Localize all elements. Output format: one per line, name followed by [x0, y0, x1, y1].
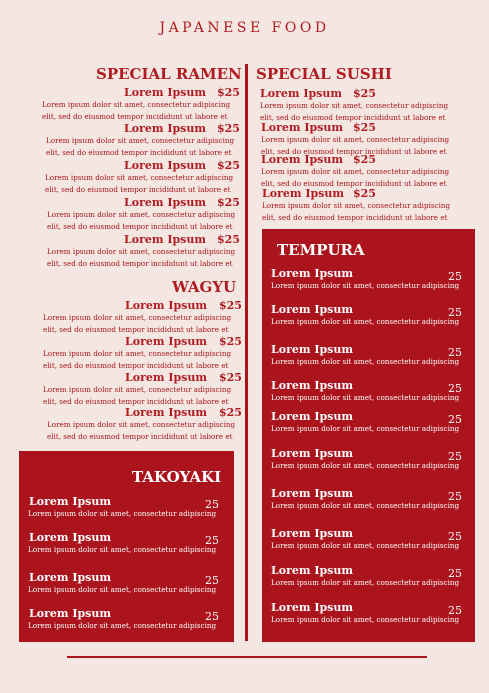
item-name: Lorem Ipsum: [124, 122, 207, 135]
item-description: Lorem ipsum dolor sit amet, consectetur adipiscing: [42, 100, 231, 109]
item-description: Lorem ipsum dolor sit amet, consectetur adipiscing: [43, 313, 232, 322]
item-price: $25: [217, 233, 240, 246]
item-description: Lorem ipsum dolor sit amet, consectetur adipiscing: [28, 545, 217, 554]
item-description: elit, sed do eiusmod tempor incididunt ut labore et: [43, 360, 229, 370]
item-name: Lorem Ipsum: [29, 531, 112, 544]
item-name: Lorem Ipsum: [29, 571, 112, 584]
item-price: 25: [448, 490, 462, 503]
item-price: $25: [217, 196, 240, 209]
item-name: Lorem Ipsum: [271, 303, 354, 316]
item-price: 25: [448, 450, 462, 463]
item-price: 25: [448, 346, 462, 359]
item-description: Lorem ipsum dolor sit amet, consectetur adipiscing: [271, 393, 460, 402]
item-name: Lorem Ipsum: [261, 153, 344, 166]
item-price: 25: [448, 413, 462, 426]
item-description: elit, sed do eiusmod tempor incididunt ut labore et: [261, 178, 447, 188]
item-description: Lorem ipsum dolor sit amet, consectetur adipiscing: [271, 424, 460, 433]
item-name: Lorem Ipsum: [271, 379, 354, 392]
item-name: Lorem Ipsum: [124, 86, 207, 99]
item-description: Lorem ipsum dolor sit amet, consectetur adipiscing: [271, 578, 460, 587]
item-description: elit, sed do eiusmod tempor incididunt ut labore et: [262, 212, 448, 222]
item-description: Lorem ipsum dolor sit amet, consectetur adipiscing: [271, 317, 460, 326]
page-title: JAPANESE FOOD: [159, 20, 330, 36]
item-name: Lorem Ipsum: [125, 299, 208, 312]
item-description: Lorem ipsum dolor sit amet, consectetur adipiscing: [261, 167, 450, 176]
item-name: Lorem Ipsum: [125, 335, 208, 348]
item-price: 25: [205, 610, 219, 623]
item-description: elit, sed do eiusmod tempor incididunt ut labore et: [42, 111, 228, 121]
item-price: $25: [217, 86, 240, 99]
item-price: 25: [448, 306, 462, 319]
item-price: $25: [219, 299, 242, 312]
item-name: Lorem Ipsum: [271, 267, 354, 280]
item-price: 25: [448, 604, 462, 617]
item-description: Lorem ipsum dolor sit amet, consectetur adipiscing: [43, 385, 232, 394]
item-name: Lorem Ipsum: [261, 121, 344, 134]
item-price: 25: [448, 270, 462, 283]
item-name: Lorem Ipsum: [271, 447, 354, 460]
item-name: Lorem Ipsum: [124, 196, 207, 209]
item-price: $25: [219, 335, 242, 348]
item-description: elit, sed do eiusmod tempor incididunt ut labore et: [45, 184, 231, 194]
item-name: Lorem Ipsum: [260, 87, 343, 100]
item-description: Lorem ipsum dolor sit amet, consectetur adipiscing: [28, 509, 217, 518]
item-name: Lorem Ipsum: [271, 601, 354, 614]
item-description: Lorem ipsum dolor sit amet, consectetur adipiscing: [28, 585, 217, 594]
item-description: Lorem ipsum dolor sit amet, consectetur adipiscing: [47, 420, 236, 429]
item-price: $25: [217, 122, 240, 135]
item-description: Lorem ipsum dolor sit amet, consectetur adipiscing: [271, 357, 460, 366]
item-price: $25: [217, 159, 240, 172]
item-name: Lorem Ipsum: [125, 371, 208, 384]
item-name: Lorem Ipsum: [271, 564, 354, 577]
item-name: Lorem Ipsum: [124, 233, 207, 246]
item-price: 25: [205, 574, 219, 587]
item-description: Lorem ipsum dolor sit amet, consectetur adipiscing: [261, 135, 450, 144]
item-description: elit, sed do eiusmod tempor incididunt ut labore et: [261, 146, 447, 156]
column-divider: [245, 64, 248, 641]
tempura-heading: TEMPURA: [277, 241, 365, 259]
item-name: Lorem Ipsum: [125, 406, 208, 419]
item-price: $25: [219, 371, 242, 384]
item-name: Lorem Ipsum: [271, 410, 354, 423]
item-price: 25: [448, 567, 462, 580]
item-description: Lorem ipsum dolor sit amet, consectetur adipiscing: [262, 201, 451, 210]
item-description: Lorem ipsum dolor sit amet, consectetur adipiscing: [271, 541, 460, 550]
item-price: 25: [205, 498, 219, 511]
item-name: Lorem Ipsum: [124, 159, 207, 172]
sushi-heading: SPECIAL SUSHI: [256, 65, 392, 83]
item-description: elit, sed do eiusmod tempor incididunt ut labore et: [46, 147, 232, 157]
ramen-heading: SPECIAL RAMEN: [96, 65, 242, 83]
item-description: elit, sed do eiusmod tempor incididunt ut labore et: [47, 221, 233, 231]
item-description: Lorem ipsum dolor sit amet, consectetur adipiscing: [28, 621, 217, 630]
tempura-box: [262, 229, 475, 642]
item-description: Lorem ipsum dolor sit amet, consectetur adipiscing: [46, 136, 235, 145]
item-description: Lorem ipsum dolor sit amet, consectetur adipiscing: [47, 247, 236, 256]
item-name: Lorem Ipsum: [29, 495, 112, 508]
item-price: $25: [353, 121, 376, 134]
item-description: elit, sed do eiusmod tempor incididunt ut labore et: [47, 431, 233, 441]
wagyu-heading: WAGYU: [172, 278, 237, 296]
item-description: Lorem ipsum dolor sit amet, consectetur adipiscing: [271, 615, 460, 624]
item-description: Lorem ipsum dolor sit amet, consectetur adipiscing: [271, 281, 460, 290]
item-name: Lorem Ipsum: [29, 607, 112, 620]
item-description: elit, sed do eiusmod tempor incididunt ut labore et: [260, 112, 446, 122]
item-description: elit, sed do eiusmod tempor incididunt ut labore et: [47, 258, 233, 268]
item-description: elit, sed do eiusmod tempor incididunt ut labore et: [43, 324, 229, 334]
item-price: $25: [219, 406, 242, 419]
item-description: Lorem ipsum dolor sit amet, consectetur adipiscing: [43, 349, 232, 358]
item-price: 25: [205, 534, 219, 547]
item-description: Lorem ipsum dolor sit amet, consectetur adipiscing: [271, 501, 460, 510]
takoyaki-heading: TAKOYAKI: [132, 468, 222, 486]
item-price: $25: [353, 187, 376, 200]
item-description: Lorem ipsum dolor sit amet, consectetur adipiscing: [45, 173, 234, 182]
takoyaki-box: [19, 451, 234, 642]
item-name: Lorem Ipsum: [271, 343, 354, 356]
item-description: Lorem ipsum dolor sit amet, consectetur adipiscing: [271, 461, 460, 470]
bottom-rule: [67, 656, 427, 658]
item-price: $25: [353, 153, 376, 166]
item-price: 25: [448, 530, 462, 543]
item-price: 25: [448, 382, 462, 395]
item-name: Lorem Ipsum: [271, 527, 354, 540]
item-price: $25: [353, 87, 376, 100]
item-name: Lorem Ipsum: [271, 487, 354, 500]
item-name: Lorem Ipsum: [262, 187, 345, 200]
item-description: elit, sed do eiusmod tempor incididunt ut labore et: [43, 396, 229, 406]
item-description: Lorem ipsum dolor sit amet, consectetur adipiscing: [47, 210, 236, 219]
item-description: Lorem ipsum dolor sit amet, consectetur adipiscing: [260, 101, 449, 110]
